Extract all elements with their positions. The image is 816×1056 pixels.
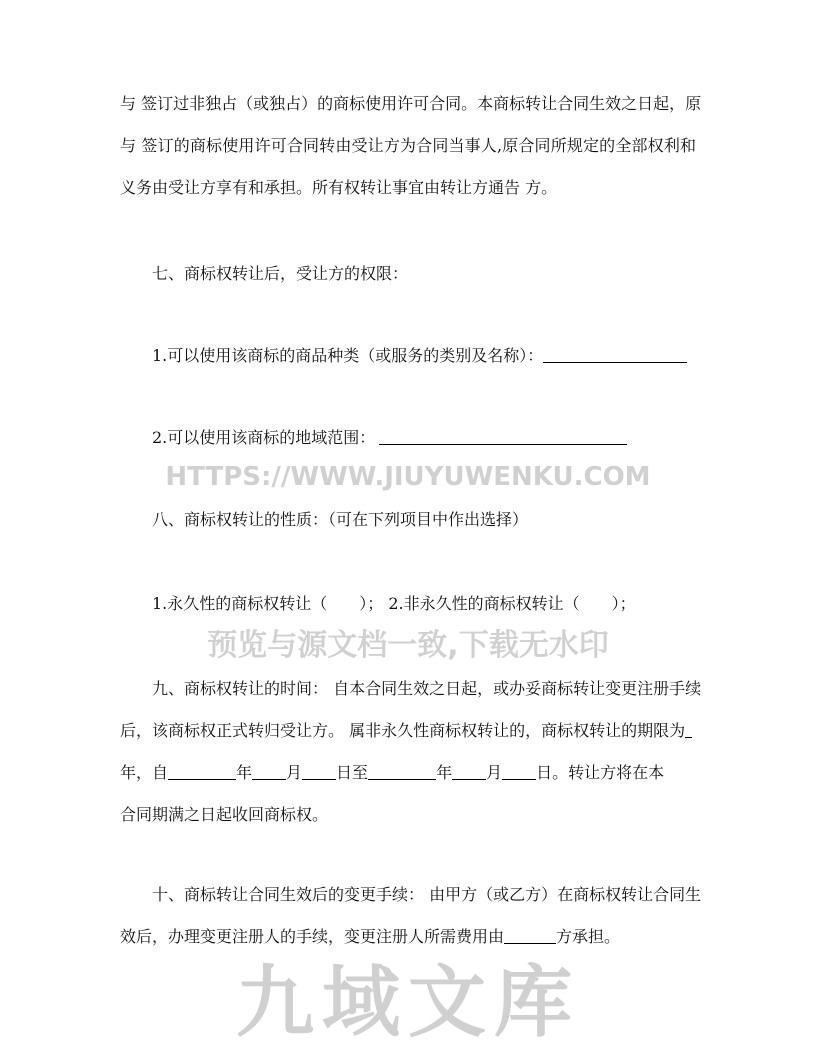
blank-field[interactable] <box>502 764 536 780</box>
blank-field[interactable] <box>168 764 236 780</box>
section-7-item-2 <box>152 428 728 448</box>
text: 效后，办理变更注册人的手续，变更注册人所需费用由 <box>120 927 505 946</box>
section-7-heading: 七、商标权转让后，受让方的权限： <box>152 264 409 283</box>
section-9-line <box>120 721 696 741</box>
text: 月 <box>286 763 303 782</box>
blank-field[interactable] <box>302 764 336 780</box>
item-label: 2.可以使用该商标的地域范围： <box>152 428 376 447</box>
section-9-line: 合同期满之日起收回商标权。 <box>120 805 329 824</box>
watermark-note: 预览与源文档一致,下载无水印 <box>207 628 609 663</box>
text: 年，自 <box>120 763 169 782</box>
section-8-heading: 八、商标权转让的性质：（可在下列项目中作出选择） <box>152 510 529 529</box>
section-10-line: 十、商标转让合同生效后的变更手续： 由甲方（或乙方）在商标权转让合同生 <box>152 885 702 904</box>
section-8-options <box>152 594 728 614</box>
text: 年 <box>236 763 253 782</box>
text: 日。转让方将在本 <box>536 763 665 782</box>
text: 月 <box>486 763 503 782</box>
section-10-line <box>120 927 696 947</box>
section-9-dates <box>120 763 696 783</box>
watermark-title: 九域文库 <box>235 958 580 1048</box>
blank-field[interactable] <box>685 722 692 738</box>
blank-field[interactable] <box>368 764 436 780</box>
section-9-line: 九、商标权转让的时间： 自本合同生效之日起，或办妥商标转让变更注册手续 <box>152 679 702 698</box>
text: 年 <box>436 763 453 782</box>
option-permanent[interactable]: 1.永久性的商标权转让（ ）； <box>152 594 384 613</box>
paragraph-line: 义务由受让方享有和承担。所有权转让事宜由转让方通告 方。 <box>120 178 558 197</box>
section-7-item-1 <box>152 346 696 366</box>
text: 日至 <box>336 763 369 782</box>
watermark-url: HTTPS://WWW.JIUYUWENKU.COM <box>165 462 651 492</box>
blank-field[interactable] <box>543 347 687 363</box>
paragraph-line: 与 签订的商标使用许可合同转由受让方为合同当事人,原合同所规定的全部权利和 <box>120 136 696 155</box>
paragraph-line: 与 签订过非独占（或独占）的商标使用许可合同。本商标转让合同生效之日起，原 <box>120 94 702 113</box>
item-label: 1.可以使用该商标的商品种类（或服务的类别及名称）： <box>152 346 544 365</box>
text: 后，该商标权正式转归受让方。 属非永久性商标权转让的，商标权转让的期限为 <box>120 721 686 740</box>
blank-field[interactable] <box>452 764 486 780</box>
text: 方承担。 <box>556 927 621 946</box>
blank-field[interactable] <box>252 764 286 780</box>
blank-field[interactable] <box>504 928 556 944</box>
blank-field[interactable] <box>379 429 627 445</box>
option-non-permanent[interactable]: 2.非永久性的商标权转让（ ）； <box>388 594 636 613</box>
